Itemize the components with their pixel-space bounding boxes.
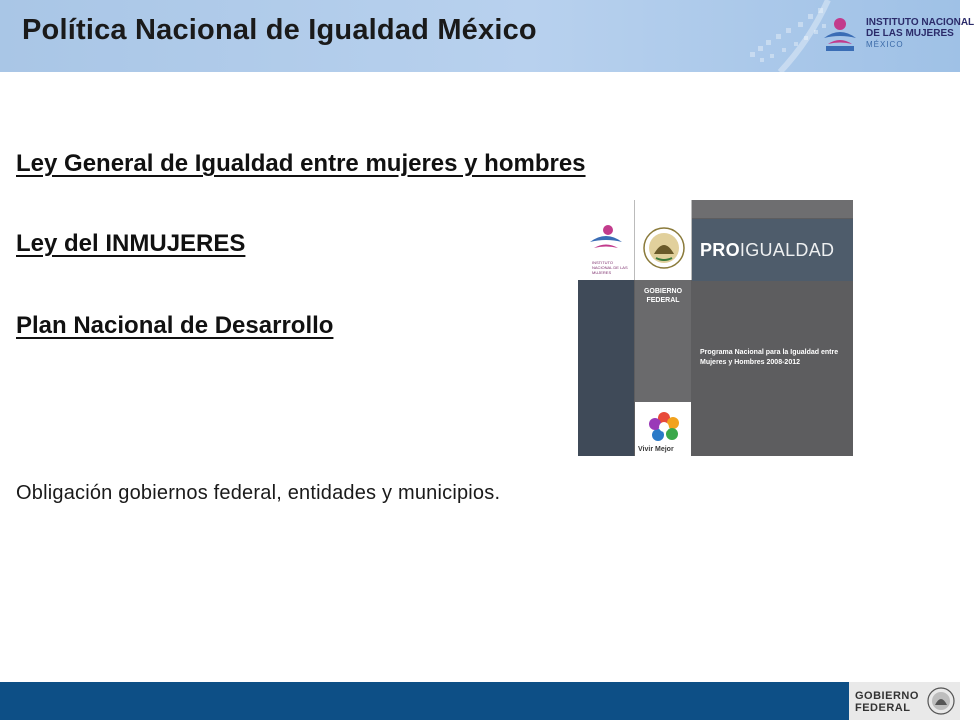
inmujeres-logo-icon bbox=[818, 14, 862, 54]
header-decoration bbox=[740, 0, 830, 72]
cover-program-text: Programa Nacional para la Igualdad entre Mujeres y Hombres 2008-2012 bbox=[700, 349, 839, 366]
logo-line-1: INSTITUTO NACIONAL bbox=[866, 17, 974, 28]
header-bar bbox=[0, 0, 974, 72]
cover-brand-rest: IGUALDAD bbox=[739, 240, 835, 260]
footer-logo-line-1: GOBIERNO bbox=[855, 690, 919, 702]
cover-top-band bbox=[692, 200, 853, 218]
cover-col-left-dark bbox=[578, 280, 634, 456]
vivir-mejor-flower-icon bbox=[646, 410, 682, 444]
mexican-seal-icon bbox=[642, 226, 686, 270]
link-ley-general-igualdad[interactable]: Ley General de Igualdad entre mujeres y hombres bbox=[16, 150, 586, 177]
page-title: Política Nacional de Igualdad México bbox=[22, 14, 537, 46]
inmujeres-logo-text bbox=[866, 17, 974, 50]
cover-inmujeres-label: INSTITUTO NACIONAL DE LAS MUJERES bbox=[592, 260, 628, 275]
cover-inmujeres-icon bbox=[584, 222, 628, 258]
logo-line-3: MÉXICO bbox=[866, 40, 904, 49]
cover-vivir-mejor-text: Vivir Mejor bbox=[638, 446, 674, 453]
footer-bar bbox=[0, 682, 960, 720]
link-plan-nacional-desarrollo[interactable]: Plan Nacional de Desarrollo bbox=[16, 312, 334, 339]
cover-gobierno-text: GOBIERNO FEDERAL bbox=[643, 288, 683, 304]
cover-brand-title bbox=[700, 240, 834, 261]
cover-brand-bold: PRO bbox=[700, 240, 740, 260]
obligation-note: Obligación gobiernos federal, entidades y municipios. bbox=[16, 482, 501, 504]
footer-logo-line-2: FEDERAL bbox=[855, 702, 911, 714]
logo-line-2: DE LAS MUJERES bbox=[866, 28, 954, 39]
gobierno-federal-text bbox=[855, 690, 919, 714]
proigualdad-cover-image bbox=[578, 200, 853, 456]
inmujeres-logo bbox=[818, 12, 974, 56]
link-ley-inmujeres[interactable]: Ley del INMUJERES bbox=[16, 230, 246, 257]
federal-seal-icon bbox=[926, 686, 956, 716]
